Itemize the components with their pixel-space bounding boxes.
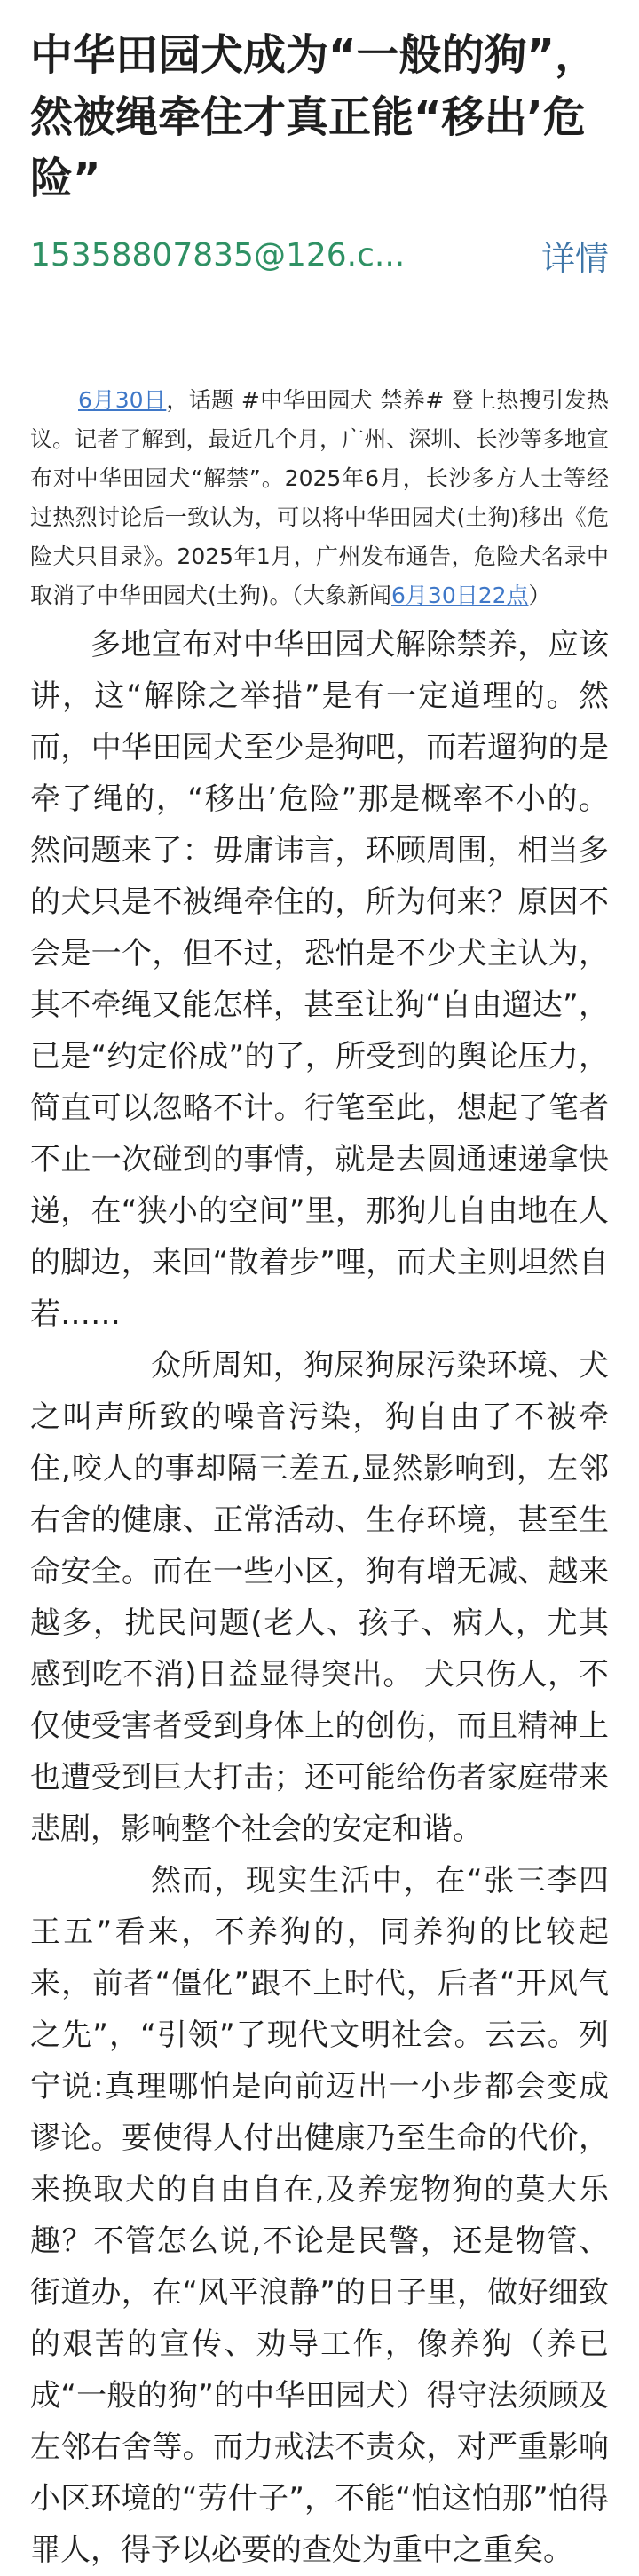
intro-text-part-2: ） [528, 582, 551, 608]
intro-paragraph [30, 381, 609, 615]
body-paragraph-3: 然而，现实生活中，在“张三李四王五”看来，不养狗的，同养狗的比较起来，前者“僵化”跟不上时代，后者“开风气之先”，“引领”了现代文明社会。云云。列宁说:真理哪怕是向前迈出一小步都会变成谬论。要使得人付出健康乃至生命的代价，来换取犬的自由自在,及养宠物狗的莫大乐趣？不管怎么说,不论是民警，还是物管、街道办，在“风平浪静”的日子里，做好细致的艰苦的宣传、劝导工作，像养狗（养已成“一般的狗”的中华田园犬）得守法须顾及左邻右舍等。而力戒法不责众，对严重影响小区环境的“劳什子”，不能“怕这怕那”怕得罪人，得予以必要的查处为重中之重矣。 [30, 1862, 609, 2568]
date-link-june-30-22[interactable]: 6月30日22点 [391, 582, 529, 608]
date-link-june-30[interactable]: 6月30日 [78, 386, 167, 413]
sender-email[interactable]: 15358807835@126.c... [30, 239, 406, 272]
article-meta-row [30, 223, 609, 289]
intro-text-part-1: ，话题 #中华田园犬 禁养# 登上热搜引发热议。记者了解到，最近几个月，广州、深圳、长沙等多地宣布对中华田园犬“解禁”。2025年6月，长沙多方人士等经过热烈讨论后一致认为，可以将中华田园犬(土狗)移出《危险犬只目录》。2025年1月，广州发布通告，危险犬名录中取消了中华田园犬(土狗)。（大象新闻 [30, 386, 609, 608]
details-link[interactable]: 详情 [540, 239, 609, 279]
body-paragraph-1: 多地宣布对中华田园犬解除禁养，应该讲，这“解除之举措”是有一定道理的。然而，中华田园犬至少是狗吧，而若遛狗的是牵了绳的，“移出’危险”那是概率不小的。然问题来了：毋庸讳言，环顾周围，相当多的犬只是不被绳牵住的，所为何来？原因不会是一个，但不过，恐怕是不少犬主认为，其不牵绳又能怎样，甚至让狗“自由遛达”，已是“约定俗成”的了，所受到的舆论压力，简直可以忽略不计。行笔至此，想起了笔者不止一次碰到的事情，就是去圆通速递拿快递，在“狭小的空间”里，那狗儿自由地在人的脚边，来回“散着步”哩，而犬主则坦然自若…… [30, 626, 609, 1332]
article-title: 中华田园犬成为“一般的狗”，然被绳牵住才真正能“移出’危险” [30, 30, 598, 204]
body-paragraph-2: 众所周知，狗屎狗尿污染环境、犬之叫声所致的噪音污染，狗自由了不被牵住,咬人的事却隔三差五,显然影响到，左邻右舍的健康、正常活动、生存环境，甚至生命安全。而在一些小区，狗有增无减、越来越多，扰民问题(老人、孩子、病人，尤其感到吃不消)日益显得突出。 犬只伤人，不仅使受害者受到身体上的创伤，而且精神上也遭受到巨大打击；还可能给伤者家庭带来悲剧，影响整个社会的安定和谐。 [30, 1347, 609, 1847]
article-body [30, 381, 609, 2576]
